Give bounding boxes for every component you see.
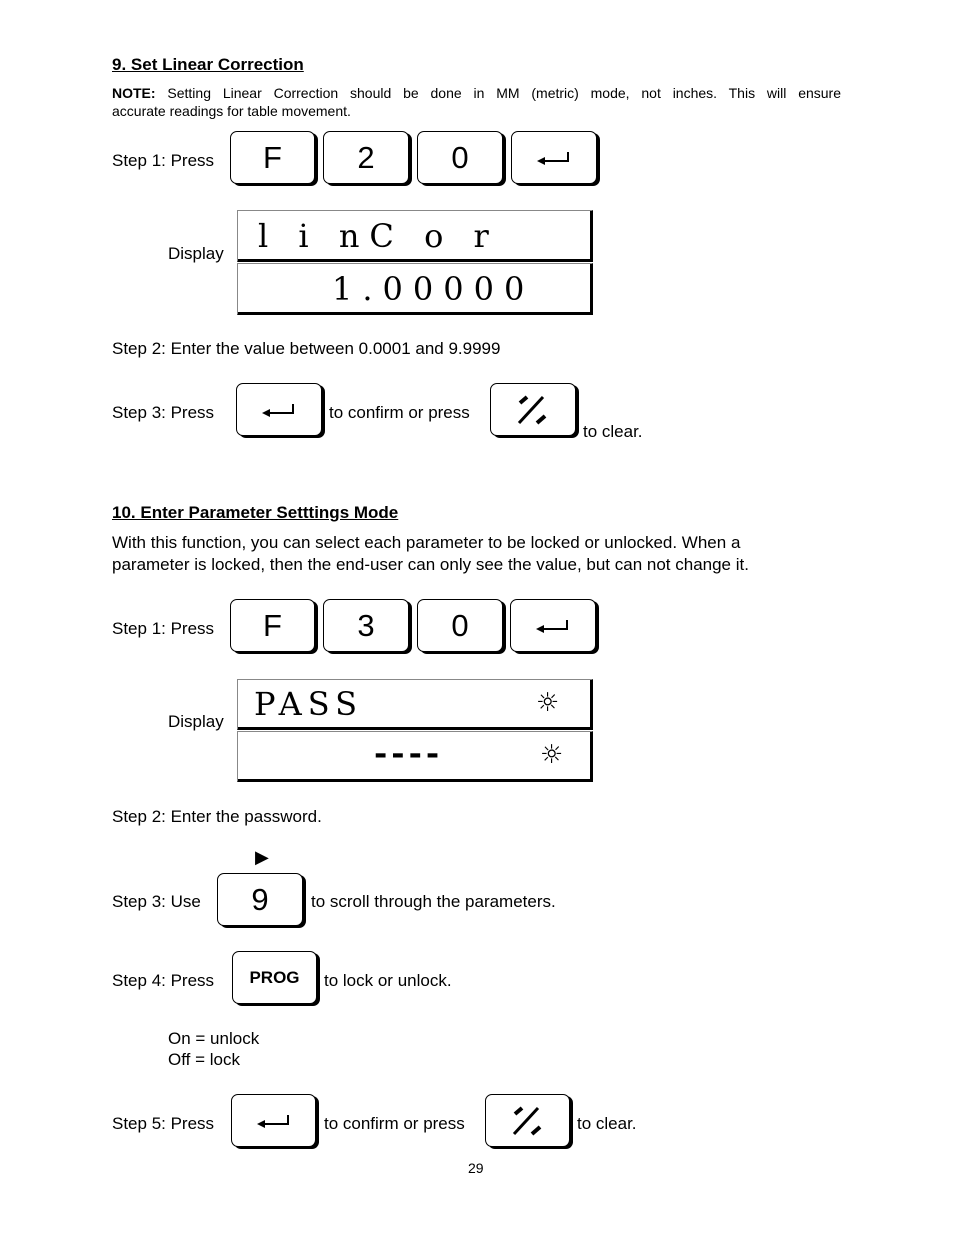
on-unlock-text: On = unlock <box>168 1029 260 1048</box>
enter-key[interactable] <box>511 131 597 184</box>
note-label: NOTE: <box>112 85 156 101</box>
note-text: Setting Linear Correction should be done in MM (metric) mode, not inches. This will ensure <box>167 85 842 101</box>
s9-step3-enter-key[interactable] <box>236 383 322 436</box>
s10-display-line1 <box>237 679 593 730</box>
page-number: 29 <box>468 1160 484 1176</box>
s10-step3-text: to scroll through the parameters. <box>311 892 556 911</box>
f-key[interactable]: F <box>230 131 315 184</box>
key-9[interactable]: 9 <box>217 873 303 926</box>
prog-key[interactable]: PROG <box>232 951 317 1004</box>
s9-clear-key[interactable] <box>490 383 576 436</box>
right-arrow-icon: ▶ <box>255 847 269 867</box>
sun-icon: ☼ <box>536 688 560 718</box>
s9-display-line2 <box>237 263 593 315</box>
enter-icon <box>534 148 574 168</box>
s10-step5-label: Step 5: Press <box>112 1114 215 1133</box>
enter-key[interactable] <box>510 599 596 652</box>
section-10-heading: 10. Enter Parameter Setttings Mode <box>112 503 399 522</box>
note-line-2: accurate readings for table movement. <box>112 103 351 119</box>
s10-step4-label: Step 4: Press <box>112 971 215 990</box>
s9-step2-text: Step 2: Enter the value between 0.0001 and 9.9999 <box>112 339 501 358</box>
s10-step1-label: Step 1: Press <box>112 619 215 638</box>
s9-step1-label: Step 1: Press <box>112 151 215 170</box>
s9-step3-confirm-text: to confirm or press <box>329 403 470 422</box>
s10-step5-enter-key[interactable] <box>231 1094 316 1147</box>
off-lock-text: Off = lock <box>168 1050 240 1069</box>
s10-step2-text: Step 2: Enter the password. <box>112 807 322 826</box>
note-line-1 <box>112 84 841 102</box>
s9-display-line1 <box>237 210 593 262</box>
clear-icon <box>508 1104 548 1138</box>
s10-intro-line1: With this function, you can select each parameter to be locked or unlocked. When a <box>112 533 741 552</box>
key-0[interactable]: 0 <box>417 599 503 652</box>
enter-icon <box>259 400 299 420</box>
key-3[interactable]: 3 <box>323 599 409 652</box>
s10-step5-confirm-text: to confirm or press <box>324 1114 465 1133</box>
clear-icon <box>513 393 553 427</box>
s10-step3-label: Step 3: Use <box>112 892 201 911</box>
s10-display-label: Display <box>168 712 224 731</box>
s10-display-text-2: ---- <box>374 734 444 772</box>
key-2[interactable]: 2 <box>323 131 409 184</box>
s10-step5-clear-text: to clear. <box>577 1114 637 1133</box>
s9-display-text-1: l i nC o r <box>258 217 499 255</box>
enter-icon <box>254 1111 294 1131</box>
s9-step3-label: Step 3: Press <box>112 403 215 422</box>
key-0[interactable]: 0 <box>417 131 503 184</box>
enter-icon <box>533 616 573 636</box>
sun-icon: ☼ <box>540 740 564 770</box>
s10-step4-text: to lock or unlock. <box>324 971 452 990</box>
s10-display-text-1: PASS <box>254 685 363 723</box>
s10-intro-line2: parameter is locked, then the end-user can only see the value, but can not change it. <box>112 555 749 574</box>
section-9-heading: 9. Set Linear Correction <box>112 55 304 74</box>
s9-display-text-2: 1.00000 <box>332 270 535 308</box>
s9-display-label: Display <box>168 244 224 263</box>
s10-clear-key[interactable] <box>485 1094 570 1147</box>
f-key[interactable]: F <box>230 599 315 652</box>
s10-display-line2 <box>237 731 593 782</box>
s9-step3-clear-text: to clear. <box>583 422 643 441</box>
